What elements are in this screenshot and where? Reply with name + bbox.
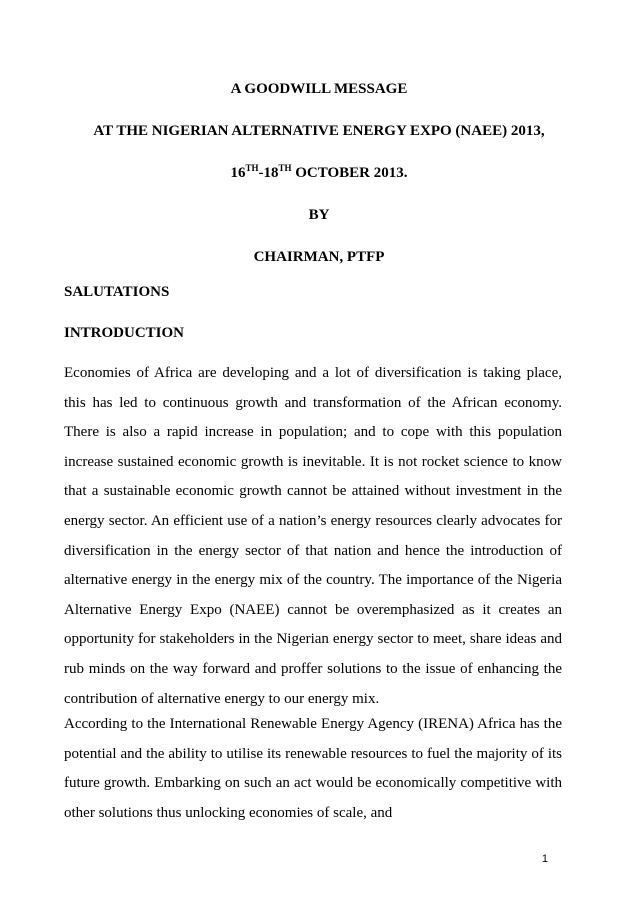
irena-paragraph: According to the International Renewable Energy Agency (IRENA) Africa has the potential and the ability to utilise its renewable resources to fuel the majority of its future growth. Embarking on such an act would be economically competitive with other solutions thus unlocking economies of scale, and [64, 716, 562, 821]
date-separator: -18 [258, 165, 279, 181]
byline-label: BY [308, 207, 330, 223]
date-end-suffix: TH [278, 163, 292, 173]
event-date [70, 164, 568, 182]
message-title: A GOODWILL MESSAGE [230, 81, 408, 97]
author-title: CHAIRMAN, PTFP [253, 249, 385, 265]
date-start-day: 16 [230, 165, 246, 181]
date-start-suffix: TH [245, 163, 259, 173]
page-number: 1 [541, 853, 548, 865]
event-subtitle: AT THE NIGERIAN ALTERNATIVE ENERGY EXPO (NAEE) 2013, [93, 123, 545, 139]
salutations-heading: SALUTATIONS [64, 284, 170, 300]
introduction-heading: INTRODUCTION [64, 325, 185, 341]
date-rest: OCTOBER 2013. [291, 165, 408, 181]
intro-paragraph: Economies of Africa are developing and a lot of diversification is taking place, this has led to continuous growth and transformation of the African economy. There is also a rapid increase in population; and to cope with this population increase sustained economic growth is inevitable. It is not rocket science to know that a sustainable economic growth cannot be attained without investment in the energy sector. An efficient use of a nation’s energy resources clearly advocates for diversification in the energy sector of that nation and hence the introduction of alternative energy in the energy mix of the country. The importance of the Nigeria Alternative Energy Expo (NAEE) cannot be overemphasized as it creates an opportunity for stakeholders in the Nigerian energy sector to meet, share ideas and rub minds on the way forward and proffer solutions to the issue of enhancing the contribution of alternative energy to our energy mix. [64, 365, 562, 707]
